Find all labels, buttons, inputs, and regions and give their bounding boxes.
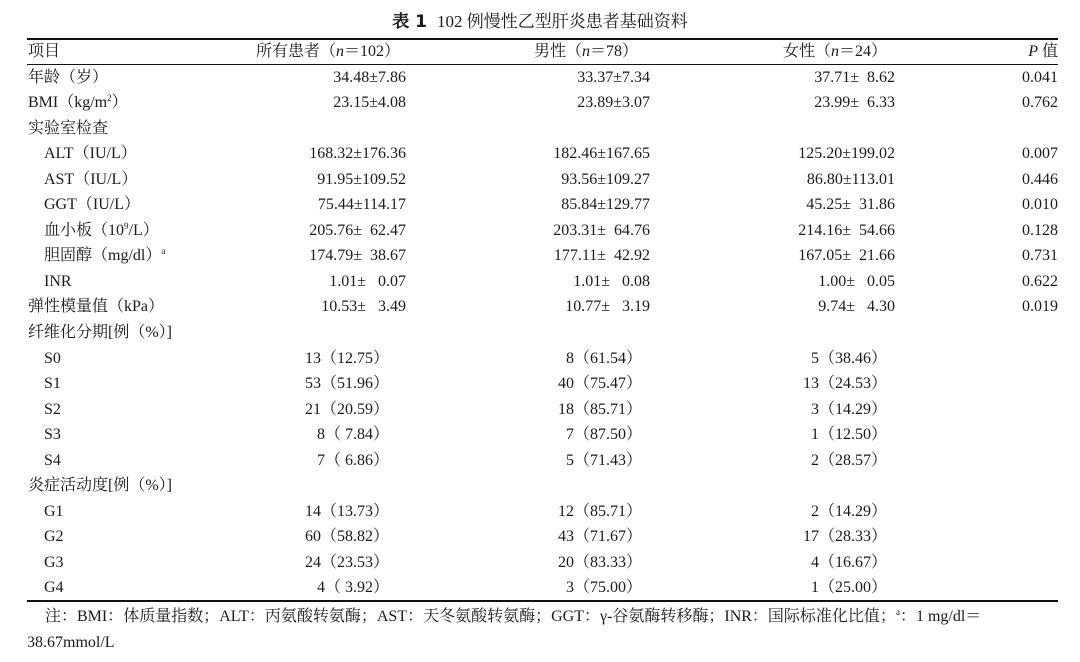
row-label: $BMI(kg/m^2)$ [28,93,128,111]
cell-female: 2（28.57） [810,452,887,469]
cell-male: 85.84±129.77 [561,196,650,213]
table-row [27,141,1058,166]
row-label: S3 [44,426,61,443]
header-p-value: P 值 [1028,43,1058,60]
cell-female: 45.25± 31.86 [806,196,895,213]
cell-all: 23.15±4.08 [333,94,406,111]
row-label: G2 [44,528,64,545]
cell-female: 13（24.53） [802,375,887,392]
cell-female: 37.71± 8.62 [814,69,895,86]
header-male: 男性（n＝78） [534,43,639,60]
cell-p: 0.128 [1022,222,1058,239]
cell-male: 23.89±3.07 [577,94,650,111]
row-label: S1 [44,375,61,392]
section-label: 炎症活动度[例（%）] [28,477,172,494]
cell-female: 2（14.29） [810,503,887,520]
cell-female: 214.16± 54.66 [798,222,895,239]
row-label: G1 [44,503,64,520]
bottom-rule [27,600,1058,602]
table-row [27,422,1058,447]
table-row [27,65,1058,90]
cell-female: 167.05± 21.66 [798,247,895,264]
cell-male: 177.11± 42.92 [553,247,650,264]
table-row [27,218,1058,243]
cell-all: 8（ 7.84） [316,426,389,443]
row-label: 胆固醇$(mg/dl)^a$ [44,246,166,264]
cell-male: 203.31± 64.76 [553,222,650,239]
row-label: GGT（IU/L） [44,196,140,213]
cell-male: 182.46±167.65 [553,145,650,162]
row-label: G3 [44,554,64,571]
row-label: G4 [44,579,64,596]
cell-male: 18（85.71） [557,401,642,418]
row-label: S2 [44,401,61,418]
table-row [27,448,1058,473]
section-row [27,473,1058,498]
cell-male: 5（71.43） [565,452,642,469]
cell-all: 91.95±109.52 [317,171,406,188]
cell-male: 43（71.67） [557,528,642,545]
cell-p: 0.731 [1022,247,1058,264]
row-label: 弹性模量值（kPa） [28,298,165,315]
row-label: INR [44,273,72,290]
cell-p: 0.019 [1022,298,1058,315]
cell-male: 40（75.47） [557,375,642,392]
cell-all: 168.32±176.36 [309,145,406,162]
cell-female: 9.74± 4.30 [818,298,895,315]
cell-p: 0.010 [1022,196,1058,213]
table-caption: 102 例慢性乙型肝炎患者基础资料 [437,12,688,31]
cell-male: 20（83.33） [557,554,642,571]
row-label: 血小板$(10^9/L)$ [44,221,159,239]
section-label: 实验室检查 [28,120,109,137]
cell-male: 1.01± 0.08 [573,273,650,290]
table-row [27,90,1058,115]
cell-all: 1.01± 0.07 [329,273,406,290]
cell-all: 24（23.53） [304,554,389,571]
row-label: S4 [44,452,61,469]
cell-all: 205.76± 62.47 [309,222,406,239]
cell-male: 7（87.50） [565,426,642,443]
table-row [27,346,1058,371]
cell-p: 0.446 [1022,171,1058,188]
table-row [27,575,1058,600]
cell-female: 4（16.67） [810,554,887,571]
cell-male: 12（85.71） [557,503,642,520]
cell-all: 14（13.73） [304,503,389,520]
cell-all: 7（ 6.86） [316,452,389,469]
cell-all: 4（ 3.92） [316,579,389,596]
cell-male: 8（61.54） [565,350,642,367]
table-row [27,192,1058,217]
header-item: 项目 [28,43,61,60]
cell-all: 75.44±114.17 [317,196,406,213]
cell-male: 10.77± 3.19 [565,298,650,315]
table-label: 表 1 [392,12,427,32]
table-title [0,10,1080,34]
table-row [27,499,1058,524]
section-row [27,116,1058,141]
cell-all: 174.79± 38.67 [309,247,406,264]
row-label: S0 [44,350,61,367]
cell-female: 5（38.46） [810,350,887,367]
row-label: 年龄（岁） [28,69,109,86]
footnote-line-1: 注：BMI：体质量指数；ALT：丙氨酸转氨酶；AST：天冬氨酸转氨酶；GGT：γ-谷氨酶转移酶；INR：国际标准化比值；$^a$：1 mg/dl＝ [45,607,982,625]
table-row [27,167,1058,192]
footnote-line-2: 38.67mmol/L [27,634,115,651]
header-all-patients: 所有患者（n＝102） [256,43,401,60]
cell-male: 33.37±7.34 [577,69,650,86]
table-row [27,269,1058,294]
header-female: 女性（n＝24） [783,43,888,60]
cell-female: 1.00± 0.05 [818,273,895,290]
cell-female: 23.99± 6.33 [814,94,895,111]
cell-p: 0.762 [1022,94,1058,111]
cell-female: 125.20±199.02 [798,145,895,162]
cell-female: 3（14.29） [810,401,887,418]
cell-all: 21（20.59） [304,401,389,418]
row-label: AST（IU/L） [44,171,138,188]
cell-female: 1（25.00） [810,579,887,596]
cell-p: 0.007 [1022,145,1058,162]
table-row [27,371,1058,396]
cell-p: 0.622 [1022,273,1058,290]
cell-female: 17（28.33） [802,528,887,545]
cell-all: 34.48±7.86 [333,69,406,86]
table-row [27,294,1058,319]
table-header [27,39,1058,64]
cell-all: 60（58.82） [304,528,389,545]
section-row [27,320,1058,345]
table-row [27,243,1058,268]
row-label: ALT（IU/L） [44,145,137,162]
cell-female: 1（12.50） [810,426,887,443]
cell-male: 3（75.00） [565,579,642,596]
table-row [27,397,1058,422]
table-row [27,550,1058,575]
cell-all: 10.53± 3.49 [321,298,406,315]
section-label: 纤维化分期[例（%）] [28,324,172,341]
cell-male: 93.56±109.27 [561,171,650,188]
cell-all: 13（12.75） [304,350,389,367]
table-row [27,524,1058,549]
cell-all: 53（51.96） [304,375,389,392]
cell-p: 0.041 [1022,69,1058,86]
table-footnote [27,604,1067,656]
cell-female: 86.80±113.01 [806,171,895,188]
